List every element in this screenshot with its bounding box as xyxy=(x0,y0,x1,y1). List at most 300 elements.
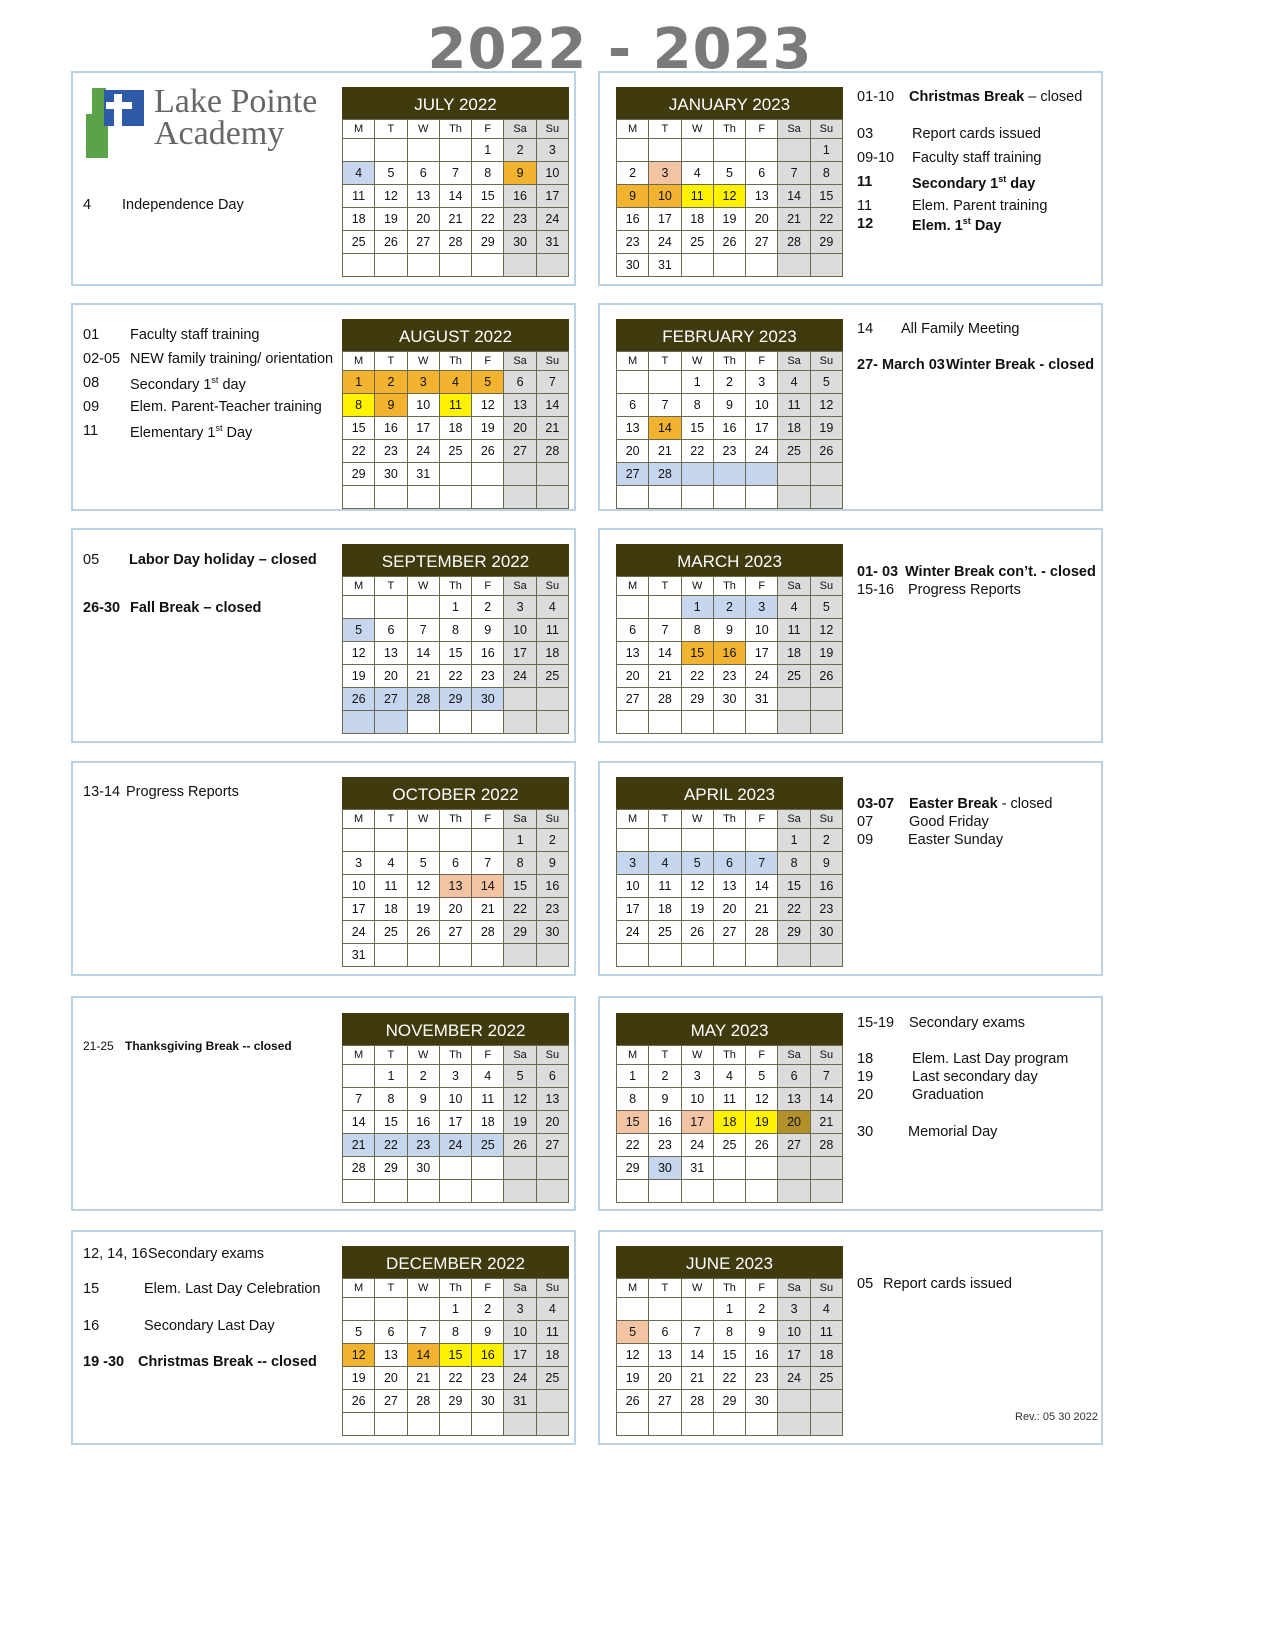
calendar-day: 9 xyxy=(714,394,746,417)
calendar-day: 8 xyxy=(375,1088,407,1111)
calendar-day: 20 xyxy=(504,417,536,440)
note-date: 15 xyxy=(83,1281,100,1297)
calendar-day: 1 xyxy=(440,596,472,619)
month-grid xyxy=(342,809,569,967)
calendar-day: 17 xyxy=(778,1344,810,1367)
empty-cell xyxy=(682,829,714,852)
calendar-day: 25 xyxy=(440,440,472,463)
empty-cell xyxy=(682,944,714,967)
empty-cell xyxy=(617,1413,649,1436)
calendar-day: 15 xyxy=(682,642,714,665)
calendar-day: 29 xyxy=(778,921,810,944)
note-date: 09 xyxy=(857,832,874,848)
calendar-day: 30 xyxy=(811,921,843,944)
empty-cell xyxy=(343,486,375,509)
calendar-day: 28 xyxy=(472,921,504,944)
calendar-day: 22 xyxy=(440,665,472,688)
empty-cell xyxy=(537,944,569,967)
calendar-day: 26 xyxy=(472,440,504,463)
empty-cell xyxy=(343,829,375,852)
weekday-header: W xyxy=(408,810,440,829)
calendar-day: 23 xyxy=(472,665,504,688)
weekday-header: Sa xyxy=(778,120,810,139)
calendar-december-2022 xyxy=(342,1246,569,1436)
empty-cell xyxy=(343,1180,375,1203)
calendar-day: 13 xyxy=(375,642,407,665)
empty-cell xyxy=(440,1180,472,1203)
calendar-day: 22 xyxy=(811,208,843,231)
calendar-day: 1 xyxy=(811,139,843,162)
calendar-day: 22 xyxy=(682,665,714,688)
note-text: Easter Sunday xyxy=(908,832,1004,848)
calendar-day: 7 xyxy=(649,619,681,642)
calendar-day: 26 xyxy=(375,231,407,254)
weekday-header: Th xyxy=(440,352,472,371)
calendar-day: 15 xyxy=(375,1111,407,1134)
calendar-day: 17 xyxy=(440,1111,472,1134)
calendar-day: 8 xyxy=(682,394,714,417)
calendar-day: 14 xyxy=(811,1088,843,1111)
weekday-header: Sa xyxy=(778,577,810,596)
calendar-day: 27 xyxy=(617,688,649,711)
weekday-header: T xyxy=(649,810,681,829)
calendar-day: 21 xyxy=(811,1111,843,1134)
calendar-day: 12 xyxy=(343,642,375,665)
empty-cell xyxy=(746,139,778,162)
weekday-header: W xyxy=(682,577,714,596)
calendar-day: 1 xyxy=(504,829,536,852)
calendar-day: 28 xyxy=(440,231,472,254)
note-date: 05 xyxy=(83,552,100,568)
note-date: 14 xyxy=(857,321,874,337)
empty-cell xyxy=(778,1413,810,1436)
note-text: Elementary 1 xyxy=(130,424,216,441)
calendar-day: 11 xyxy=(811,1321,843,1344)
calendar-day: 31 xyxy=(682,1157,714,1180)
calendar-day: 19 xyxy=(811,642,843,665)
note-date: 08 xyxy=(83,375,100,391)
calendar-day: 20 xyxy=(617,665,649,688)
empty-cell xyxy=(617,944,649,967)
calendar-day: 9 xyxy=(537,852,569,875)
empty-cell xyxy=(504,944,536,967)
weekday-header: Th xyxy=(714,1046,746,1065)
calendar-day: 16 xyxy=(375,417,407,440)
calendar-day: 22 xyxy=(440,1367,472,1390)
note-date: 13-14 xyxy=(83,784,121,800)
weekday-header: W xyxy=(682,1046,714,1065)
empty-cell xyxy=(811,711,843,734)
calendar-day: 19 xyxy=(746,1111,778,1134)
calendar-day: 4 xyxy=(811,1298,843,1321)
weekday-header: M xyxy=(343,810,375,829)
weekday-header: W xyxy=(408,352,440,371)
note-text: Faculty staff training xyxy=(130,327,260,343)
calendar-day: 21 xyxy=(537,417,569,440)
calendar-day: 23 xyxy=(811,898,843,921)
empty-cell xyxy=(682,711,714,734)
calendar-june-2023 xyxy=(616,1246,843,1436)
empty-cell xyxy=(617,1298,649,1321)
note-text: Easter Break xyxy=(909,796,998,812)
note-text-2: Day xyxy=(970,217,1002,234)
calendar-day: 23 xyxy=(472,1367,504,1390)
calendar-day: 4 xyxy=(472,1065,504,1088)
weekday-header: T xyxy=(649,120,681,139)
calendar-october-2022 xyxy=(342,777,569,967)
calendar-day: 30 xyxy=(472,1390,504,1413)
empty-cell xyxy=(408,944,440,967)
calendar-day: 21 xyxy=(408,665,440,688)
calendar-day: 30 xyxy=(714,688,746,711)
empty-cell xyxy=(343,254,375,277)
calendar-day: 31 xyxy=(504,1390,536,1413)
calendar-day: 18 xyxy=(714,1111,746,1134)
note-text: Good Friday xyxy=(909,814,989,830)
empty-cell xyxy=(472,463,504,486)
calendar-day: 14 xyxy=(746,875,778,898)
weekday-header: T xyxy=(375,352,407,371)
calendar-day: 10 xyxy=(343,875,375,898)
logo-line-2: Academy xyxy=(154,115,285,152)
calendar-day: 10 xyxy=(778,1321,810,1344)
calendar-day: 30 xyxy=(537,921,569,944)
note-text: Elem. Parent-Teacher training xyxy=(130,399,322,415)
note-text: Elem. 1 xyxy=(912,217,963,234)
calendar-day: 28 xyxy=(811,1134,843,1157)
calendar-day: 4 xyxy=(375,852,407,875)
calendar-day: 3 xyxy=(504,596,536,619)
empty-cell xyxy=(714,1157,746,1180)
calendar-day: 31 xyxy=(408,463,440,486)
calendar-day: 25 xyxy=(811,1367,843,1390)
calendar-day: 9 xyxy=(408,1088,440,1111)
empty-cell xyxy=(375,254,407,277)
month-grid xyxy=(616,576,843,734)
calendar-day: 19 xyxy=(343,665,375,688)
weekday-header: Sa xyxy=(504,120,536,139)
calendar-day: 2 xyxy=(408,1065,440,1088)
calendar-day: 14 xyxy=(778,185,810,208)
empty-cell xyxy=(778,1180,810,1203)
calendar-day: 15 xyxy=(440,642,472,665)
calendar-day: 30 xyxy=(649,1157,681,1180)
calendar-day: 23 xyxy=(714,665,746,688)
empty-cell xyxy=(408,254,440,277)
calendar-april-2023 xyxy=(616,777,843,967)
empty-cell xyxy=(375,139,407,162)
empty-cell xyxy=(504,1413,536,1436)
calendar-day: 18 xyxy=(537,1344,569,1367)
calendar-day: 4 xyxy=(537,1298,569,1321)
calendar-day: 25 xyxy=(343,231,375,254)
calendar-day: 6 xyxy=(440,852,472,875)
calendar-day: 12 xyxy=(375,185,407,208)
empty-cell xyxy=(746,1413,778,1436)
calendar-day: 15 xyxy=(714,1344,746,1367)
empty-cell xyxy=(537,463,569,486)
empty-cell xyxy=(617,486,649,509)
calendar-day: 5 xyxy=(746,1065,778,1088)
calendar-day: 1 xyxy=(778,829,810,852)
weekday-header: Su xyxy=(811,1046,843,1065)
calendar-day: 25 xyxy=(649,921,681,944)
calendar-day: 5 xyxy=(617,1321,649,1344)
calendar-day: 15 xyxy=(682,417,714,440)
note-text: Memorial Day xyxy=(908,1124,998,1140)
calendar-day: 16 xyxy=(811,875,843,898)
empty-cell xyxy=(682,139,714,162)
calendar-day: 26 xyxy=(811,665,843,688)
weekday-header: Th xyxy=(714,120,746,139)
calendar-day: 4 xyxy=(714,1065,746,1088)
weekday-header: T xyxy=(649,1279,681,1298)
calendar-day: 2 xyxy=(617,162,649,185)
calendar-day: 27 xyxy=(408,231,440,254)
calendar-day: 24 xyxy=(343,921,375,944)
weekday-header: Sa xyxy=(778,352,810,371)
empty-cell xyxy=(649,1413,681,1436)
calendar-day: 13 xyxy=(617,642,649,665)
month-grid xyxy=(342,351,569,509)
calendar-day: 20 xyxy=(408,208,440,231)
calendar-day: 8 xyxy=(617,1088,649,1111)
weekday-header: Su xyxy=(537,1279,569,1298)
calendar-day: 18 xyxy=(375,898,407,921)
empty-cell xyxy=(746,944,778,967)
calendar-day: 28 xyxy=(408,1390,440,1413)
empty-cell xyxy=(375,1298,407,1321)
empty-cell xyxy=(746,1180,778,1203)
month-header: OCTOBER 2022 xyxy=(342,777,569,809)
weekday-header: Th xyxy=(440,1046,472,1065)
calendar-day: 21 xyxy=(746,898,778,921)
calendar-day: 27 xyxy=(440,921,472,944)
weekday-header: Sa xyxy=(504,1279,536,1298)
calendar-day: 8 xyxy=(811,162,843,185)
empty-cell xyxy=(375,596,407,619)
calendar-day: 11 xyxy=(537,619,569,642)
weekday-header: T xyxy=(375,120,407,139)
calendar-day: 16 xyxy=(408,1111,440,1134)
empty-cell xyxy=(746,711,778,734)
calendar-day: 18 xyxy=(440,417,472,440)
calendar-day: 22 xyxy=(682,440,714,463)
note-sup: st xyxy=(998,174,1007,184)
empty-cell xyxy=(714,711,746,734)
calendar-day: 29 xyxy=(440,1390,472,1413)
calendar-day: 20 xyxy=(440,898,472,921)
calendar-day: 10 xyxy=(537,162,569,185)
weekday-header: Sa xyxy=(778,810,810,829)
empty-cell xyxy=(408,1180,440,1203)
calendar-day: 3 xyxy=(746,596,778,619)
note-date: 12, 14, 16 xyxy=(83,1246,148,1262)
calendar-day: 4 xyxy=(440,371,472,394)
calendar-day: 13 xyxy=(714,875,746,898)
calendar-day: 8 xyxy=(778,852,810,875)
calendar-day: 3 xyxy=(617,852,649,875)
empty-cell xyxy=(682,1298,714,1321)
calendar-july-2022 xyxy=(342,87,569,277)
calendar-day: 13 xyxy=(504,394,536,417)
calendar-day: 1 xyxy=(375,1065,407,1088)
calendar-day: 25 xyxy=(714,1134,746,1157)
calendar-day: 9 xyxy=(714,619,746,642)
calendar-day: 29 xyxy=(714,1390,746,1413)
weekday-header: M xyxy=(343,1279,375,1298)
calendar-day: 21 xyxy=(343,1134,375,1157)
calendar-day: 1 xyxy=(714,1298,746,1321)
calendar-day: 18 xyxy=(472,1111,504,1134)
calendar-day: 12 xyxy=(472,394,504,417)
empty-cell xyxy=(714,139,746,162)
weekday-header: Sa xyxy=(778,1046,810,1065)
month-grid xyxy=(616,1278,843,1436)
weekday-header: F xyxy=(746,120,778,139)
calendar-day: 17 xyxy=(537,185,569,208)
calendar-day: 11 xyxy=(343,185,375,208)
calendar-day: 7 xyxy=(811,1065,843,1088)
calendar-day: 27 xyxy=(778,1134,810,1157)
calendar-day: 3 xyxy=(440,1065,472,1088)
calendar-day: 21 xyxy=(649,440,681,463)
empty-cell xyxy=(472,711,504,734)
calendar-day: 19 xyxy=(472,417,504,440)
calendar-day: 6 xyxy=(649,1321,681,1344)
note-date: 4 xyxy=(83,197,92,213)
empty-cell xyxy=(472,944,504,967)
calendar-day: 17 xyxy=(343,898,375,921)
note-date: 09-10 xyxy=(857,150,895,166)
empty-cell xyxy=(649,371,681,394)
empty-cell xyxy=(472,1180,504,1203)
calendar-day: 19 xyxy=(408,898,440,921)
empty-cell xyxy=(811,1157,843,1180)
month-grid xyxy=(342,119,569,277)
empty-cell xyxy=(440,254,472,277)
calendar-day: 30 xyxy=(617,254,649,277)
note-text: Progress Reports xyxy=(126,784,239,800)
calendar-day: 14 xyxy=(649,417,681,440)
calendar-day: 10 xyxy=(682,1088,714,1111)
calendar-day: 5 xyxy=(504,1065,536,1088)
calendar-day: 5 xyxy=(343,1321,375,1344)
weekday-header: W xyxy=(408,1279,440,1298)
weekday-header: W xyxy=(682,352,714,371)
calendar-day: 5 xyxy=(714,162,746,185)
calendar-day: 14 xyxy=(682,1344,714,1367)
empty-cell xyxy=(504,1180,536,1203)
note-sup: st xyxy=(962,216,971,226)
weekday-header: M xyxy=(617,810,649,829)
calendar-day: 17 xyxy=(746,642,778,665)
calendar-day: 29 xyxy=(811,231,843,254)
calendar-day: 12 xyxy=(682,875,714,898)
calendar-day: 23 xyxy=(617,231,649,254)
calendar-day: 10 xyxy=(746,394,778,417)
empty-cell xyxy=(440,711,472,734)
weekday-header: Su xyxy=(537,352,569,371)
calendar-day: 3 xyxy=(746,371,778,394)
month-header: JUNE 2023 xyxy=(616,1246,843,1278)
logo-line-1: Lake Pointe xyxy=(154,83,318,120)
calendar-day: 9 xyxy=(649,1088,681,1111)
calendar-day: 24 xyxy=(746,665,778,688)
weekday-header: M xyxy=(617,577,649,596)
calendar-november-2022 xyxy=(342,1013,569,1203)
note-date: 16 xyxy=(83,1318,100,1334)
calendar-day: 7 xyxy=(408,1321,440,1344)
calendar-day: 3 xyxy=(504,1298,536,1321)
calendar-day: 15 xyxy=(778,875,810,898)
calendar-day: 10 xyxy=(617,875,649,898)
empty-cell xyxy=(408,829,440,852)
calendar-day: 10 xyxy=(746,619,778,642)
empty-cell xyxy=(504,688,536,711)
calendar-day: 26 xyxy=(714,231,746,254)
calendar-day: 30 xyxy=(746,1390,778,1413)
calendar-day: 9 xyxy=(472,619,504,642)
empty-cell xyxy=(472,1413,504,1436)
calendar-day: 1 xyxy=(682,371,714,394)
calendar-day: 31 xyxy=(746,688,778,711)
empty-cell xyxy=(440,463,472,486)
calendar-day: 7 xyxy=(472,852,504,875)
calendar-may-2023 xyxy=(616,1013,843,1203)
calendar-day: 28 xyxy=(778,231,810,254)
calendar-day: 27 xyxy=(504,440,536,463)
empty-cell xyxy=(811,486,843,509)
empty-cell xyxy=(343,1298,375,1321)
calendar-day: 3 xyxy=(343,852,375,875)
empty-cell xyxy=(714,254,746,277)
calendar-january-2023 xyxy=(616,87,843,277)
calendar-day: 4 xyxy=(778,596,810,619)
empty-cell xyxy=(537,688,569,711)
calendar-day: 12 xyxy=(617,1344,649,1367)
month-grid xyxy=(342,576,569,734)
empty-cell xyxy=(714,944,746,967)
calendar-day: 25 xyxy=(682,231,714,254)
empty-cell xyxy=(440,139,472,162)
calendar-day: 9 xyxy=(472,1321,504,1344)
empty-cell xyxy=(343,139,375,162)
calendar-day: 17 xyxy=(504,1344,536,1367)
calendar-day: 8 xyxy=(440,1321,472,1344)
calendar-day: 2 xyxy=(472,596,504,619)
weekday-header: Su xyxy=(811,577,843,596)
calendar-day: 18 xyxy=(811,1344,843,1367)
empty-cell xyxy=(649,711,681,734)
calendar-day: 17 xyxy=(649,208,681,231)
calendar-day: 8 xyxy=(472,162,504,185)
empty-cell xyxy=(343,596,375,619)
calendar-day: 23 xyxy=(504,208,536,231)
weekday-header: Su xyxy=(537,120,569,139)
calendar-day: 3 xyxy=(682,1065,714,1088)
empty-cell xyxy=(682,1180,714,1203)
empty-cell xyxy=(375,829,407,852)
note-date: 19 xyxy=(857,1069,874,1085)
calendar-day: 18 xyxy=(682,208,714,231)
month-grid xyxy=(616,1045,843,1203)
calendar-day: 10 xyxy=(408,394,440,417)
weekday-header: M xyxy=(343,1046,375,1065)
empty-cell xyxy=(617,139,649,162)
weekday-header: M xyxy=(343,577,375,596)
page-title: 2022 - 2023 xyxy=(427,17,813,82)
